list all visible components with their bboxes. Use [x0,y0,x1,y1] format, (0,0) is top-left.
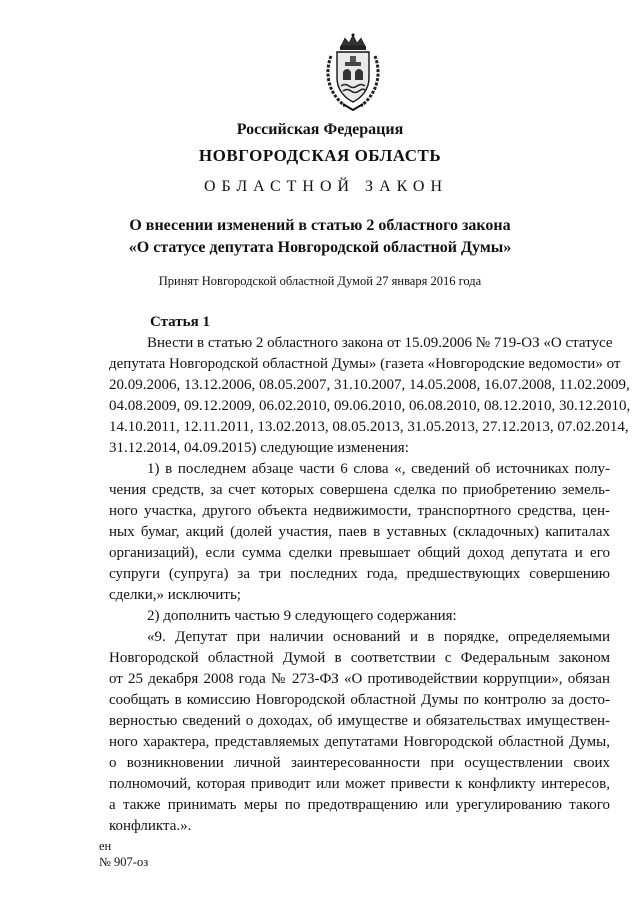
item-1-line: сделки,» исключить; [109,587,241,603]
coat-of-arms-emblem [321,32,385,112]
part-9-line: о возникновении личной заинтересованности при осуществлении своих [109,755,610,771]
item-1-line: ных бумаг, акций (долей участия, паев в уставных (складочных) капиталах [109,524,610,540]
intro-paragraph-line: депутата Новгородской областной Думы» (газета «Новгородские ведомости» от [109,356,621,372]
region-name: НОВГОРОДСКАЯ ОБЛАСТЬ [198,146,442,165]
article-heading: Статья 1 [150,314,210,330]
law-title [0,215,640,259]
intro-paragraph-line: 20.09.2006, 13.12.2006, 08.05.2007, 31.10.2007, 14.05.2008, 16.07.2008, 11.02.2009, [109,377,630,393]
intro-paragraph-line: 31.12.2014, 04.09.2015) следующие изменения: [109,440,409,456]
intro-paragraph-line: 04.08.2009, 09.12.2009, 06.02.2010, 09.06.2010, 06.08.2010, 08.12.2010, 30.12.2010, [109,398,631,414]
document-number: № 907-оз [99,855,149,869]
part-9-line: Новгородской областной Думой в соответствии с Федеральным законом [109,650,610,666]
law-title-line: «О статусе депутата Новгородской областной Думы» [128,239,512,256]
executor-initials: ен [99,839,112,853]
document-type: ОБЛАСТНОЙ ЗАКОН [203,178,448,195]
intro-paragraph-line: Внести в статью 2 областного закона от 15.09.2006 № 719-ОЗ «О статусе [147,335,613,351]
adoption-note: Принят Новгородской областной Думой 27 января 2016 года [158,274,482,288]
part-9-line: а также принимать меры по предотвращению или урегулированию такого [109,797,610,813]
article-body [109,333,631,837]
part-9-line: от 25 декабря 2008 года № 273-ФЗ «О противодействии коррупции», обязан [109,671,610,687]
part-9-line: ного характера, представляемых депутатами Новгородской областной Думы, [109,734,610,750]
part-9-line: верностью сведений о доходах, об имуществе и обязательствах имуществен- [109,713,610,729]
intro-paragraph-line: 14.10.2011, 12.11.2011, 13.02.2013, 08.05.2013, 31.05.2013, 27.12.2013, 07.02.2014, [109,419,629,435]
item-1-line: организаций), если сумма сделки превышает общий доход депутата и его [109,545,610,561]
item-1-line: чения средств, за счет которых совершена сделка по приобретению земель- [109,482,610,498]
country-name: Российская Федерация [236,121,404,138]
law-title-line: О внесении изменений в статью 2 областного закона [129,217,511,234]
item-1-line: ного участка, другого объекта недвижимости, транспортного средства, цен- [109,503,610,519]
document-footer [99,838,148,870]
item-1-line: 1) в последнем абзаце части 6 слова «, сведений об источниках полу- [147,461,610,477]
part-9-line: конфликта.». [109,818,192,834]
item-2-line: 2) дополнить частью 9 следующего содержания: [147,608,457,624]
item-1-line: супруги (супруга) за три последних года, предшествующих совершению [109,566,610,582]
part-9-line: «9. Депутат при наличии оснований и в порядке, определяемыми [147,629,610,645]
part-9-line: полномочий, которая приводит или может привести к конфликту интересов, [109,776,610,792]
part-9-line: сообщать в комиссию Новгородской областной Думы по контролю за досто- [109,692,610,708]
